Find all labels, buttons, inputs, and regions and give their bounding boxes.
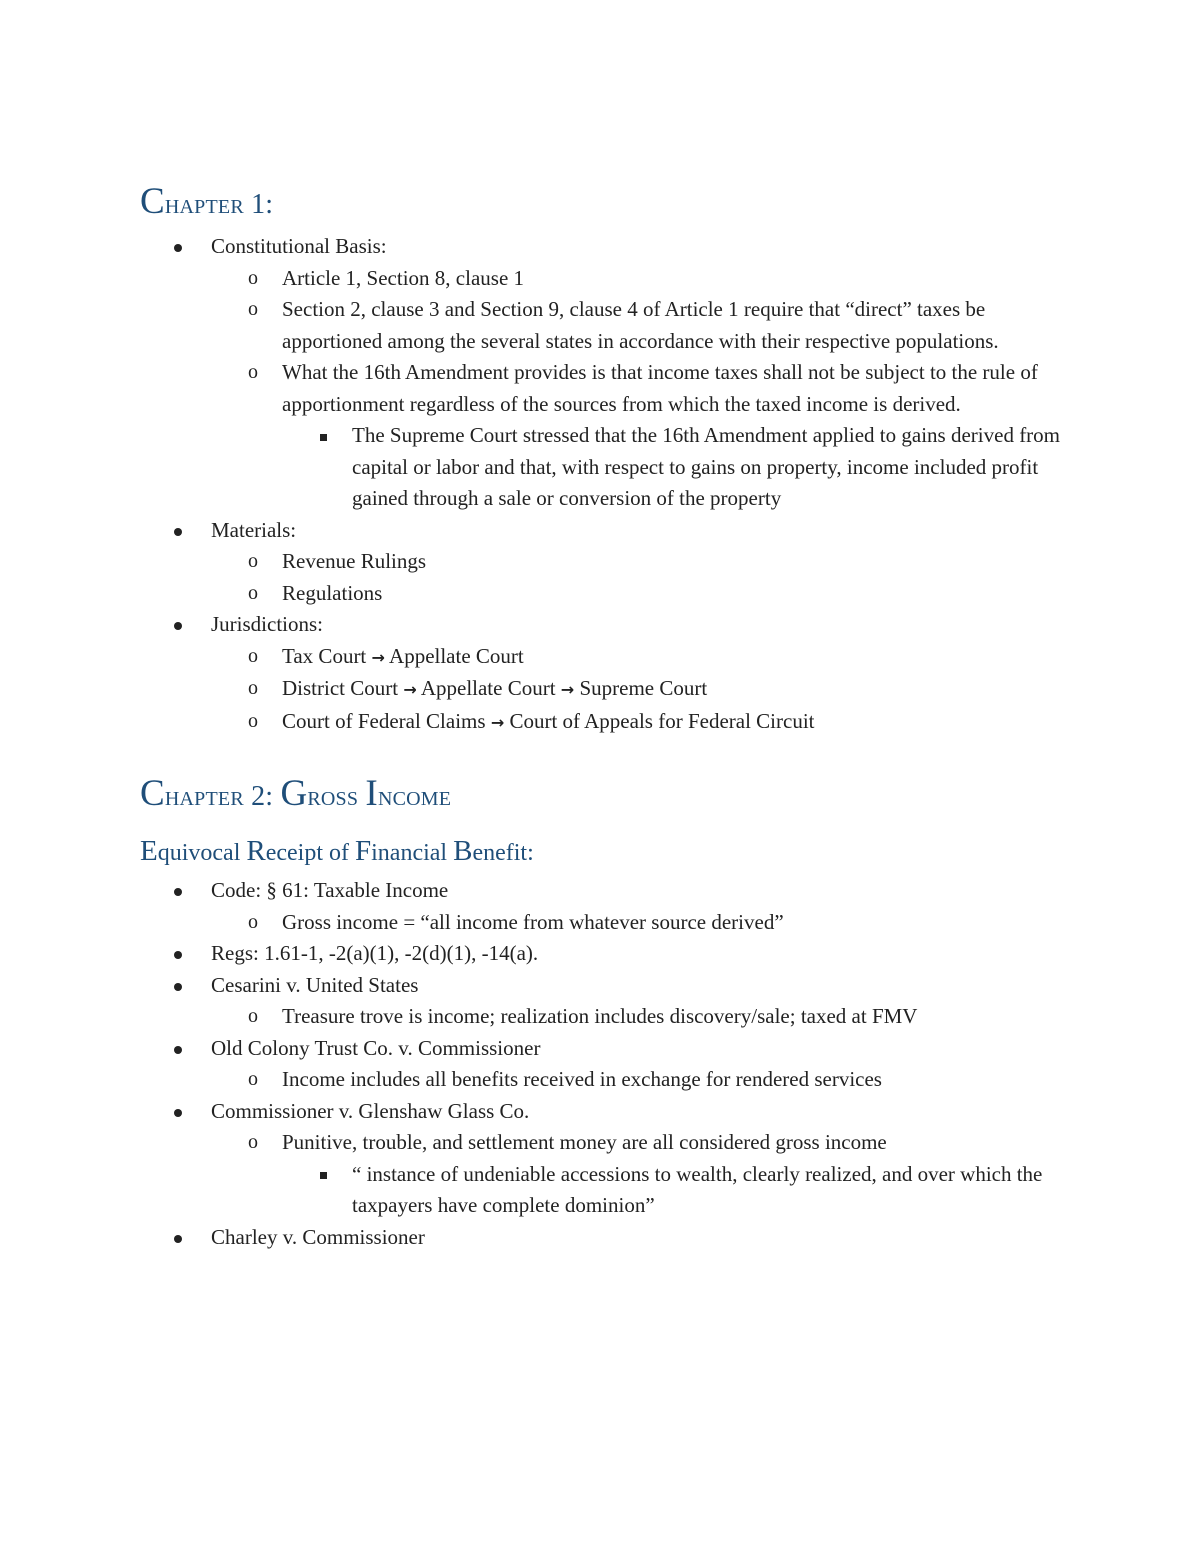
bullet-icon	[174, 888, 182, 896]
circle-bullet-icon: o	[248, 677, 258, 699]
list-item: Old Colony Trust Co. v. Commissioner	[140, 1033, 1070, 1065]
list-item: Cesarini v. United States	[140, 970, 1070, 1002]
list-item: Jurisdictions:	[140, 609, 1070, 641]
circle-bullet-icon: o	[248, 644, 258, 667]
arrow-right-icon: →	[490, 712, 505, 732]
bullet-icon	[174, 1046, 182, 1054]
bullet-icon	[174, 983, 182, 991]
chapter-2-list	[140, 875, 1070, 1253]
bullet-icon	[174, 951, 182, 959]
circle-bullet-icon: o	[248, 1005, 258, 1027]
list-item: o Punitive, trouble, and settlement money are all considered gross income	[140, 1127, 1070, 1159]
list-item: Commissioner v. Glenshaw Glass Co.	[140, 1096, 1070, 1128]
arrow-right-icon: →	[560, 680, 575, 699]
circle-bullet-icon: o	[248, 361, 258, 383]
chapter-1-heading: Chapter 1:	[140, 181, 274, 222]
list-item: The Supreme Court stressed that the 16th Amendment applied to gains derived from capital or labor and that, with respect to gains on property, income included profit gained through a sale or conversion of the property	[140, 420, 1070, 515]
list-item: o Article 1, Section 8, clause 1	[140, 263, 1070, 295]
circle-bullet-icon: o	[248, 581, 258, 604]
list-item: o Revenue Rulings	[140, 546, 1070, 578]
list-item: o Section 2, clause 3 and Section 9, clause 4 of Article 1 require that “direct” taxes be apportioned among the several states in accordance with their respective populations.	[140, 294, 1070, 357]
bullet-icon	[174, 622, 182, 630]
arrow-right-icon: →	[371, 647, 385, 667]
list-item: Code: § 61: Taxable Income	[140, 875, 1070, 907]
list-item: o Tax Court → Appellate Court	[140, 641, 1070, 674]
bullet-icon	[174, 1109, 182, 1117]
list-item: o District Court → Appellate Court → Supreme Court	[140, 673, 1070, 706]
square-bullet-icon	[320, 1172, 327, 1179]
list-item: o Gross income = “all income from whatever source derived”	[140, 907, 1070, 939]
circle-bullet-icon: o	[248, 550, 258, 572]
bullet-icon	[174, 244, 182, 252]
chapter-2-heading: Chapter 2: Gross Income	[140, 773, 452, 814]
list-item: o Regulations	[140, 578, 1070, 610]
document-content	[140, 176, 1070, 1253]
arrow-right-icon: →	[403, 680, 417, 699]
circle-bullet-icon: o	[248, 910, 258, 933]
circle-bullet-icon: o	[248, 298, 258, 320]
list-item: o What the 16th Amendment provides is that income taxes shall not be subject to the rule of apportionment regardless of the sources from which the taxed income is derived.	[140, 357, 1070, 420]
list-item: Regs: 1.61-1, -2(a)(1), -2(d)(1), -14(a).	[140, 938, 1070, 970]
circle-bullet-icon: o	[248, 266, 258, 289]
list-item: o Income includes all benefits received in exchange for rendered services	[140, 1064, 1070, 1096]
circle-bullet-icon: o	[248, 1131, 258, 1153]
bullet-icon	[174, 1235, 182, 1243]
bullet-icon	[174, 528, 182, 536]
list-item: Constitutional Basis:	[140, 231, 1070, 263]
square-bullet-icon	[320, 434, 327, 441]
list-item: “ instance of undeniable accessions to wealth, clearly realized, and over which the taxpayers have complete dominion”	[140, 1159, 1070, 1222]
list-item: o Treasure trove is income; realization includes discovery/sale; taxed at FMV	[140, 1001, 1070, 1033]
list-item: Charley v. Commissioner	[140, 1222, 1070, 1254]
circle-bullet-icon: o	[248, 709, 258, 732]
section-heading: Equivocal Receipt of Financial Benefit:	[140, 835, 534, 867]
list-item: Materials:	[140, 515, 1070, 547]
circle-bullet-icon: o	[248, 1068, 258, 1090]
chapter-1-list	[140, 231, 1070, 738]
list-item: o Court of Federal Claims → Court of Appeals for Federal Circuit	[140, 706, 1070, 739]
